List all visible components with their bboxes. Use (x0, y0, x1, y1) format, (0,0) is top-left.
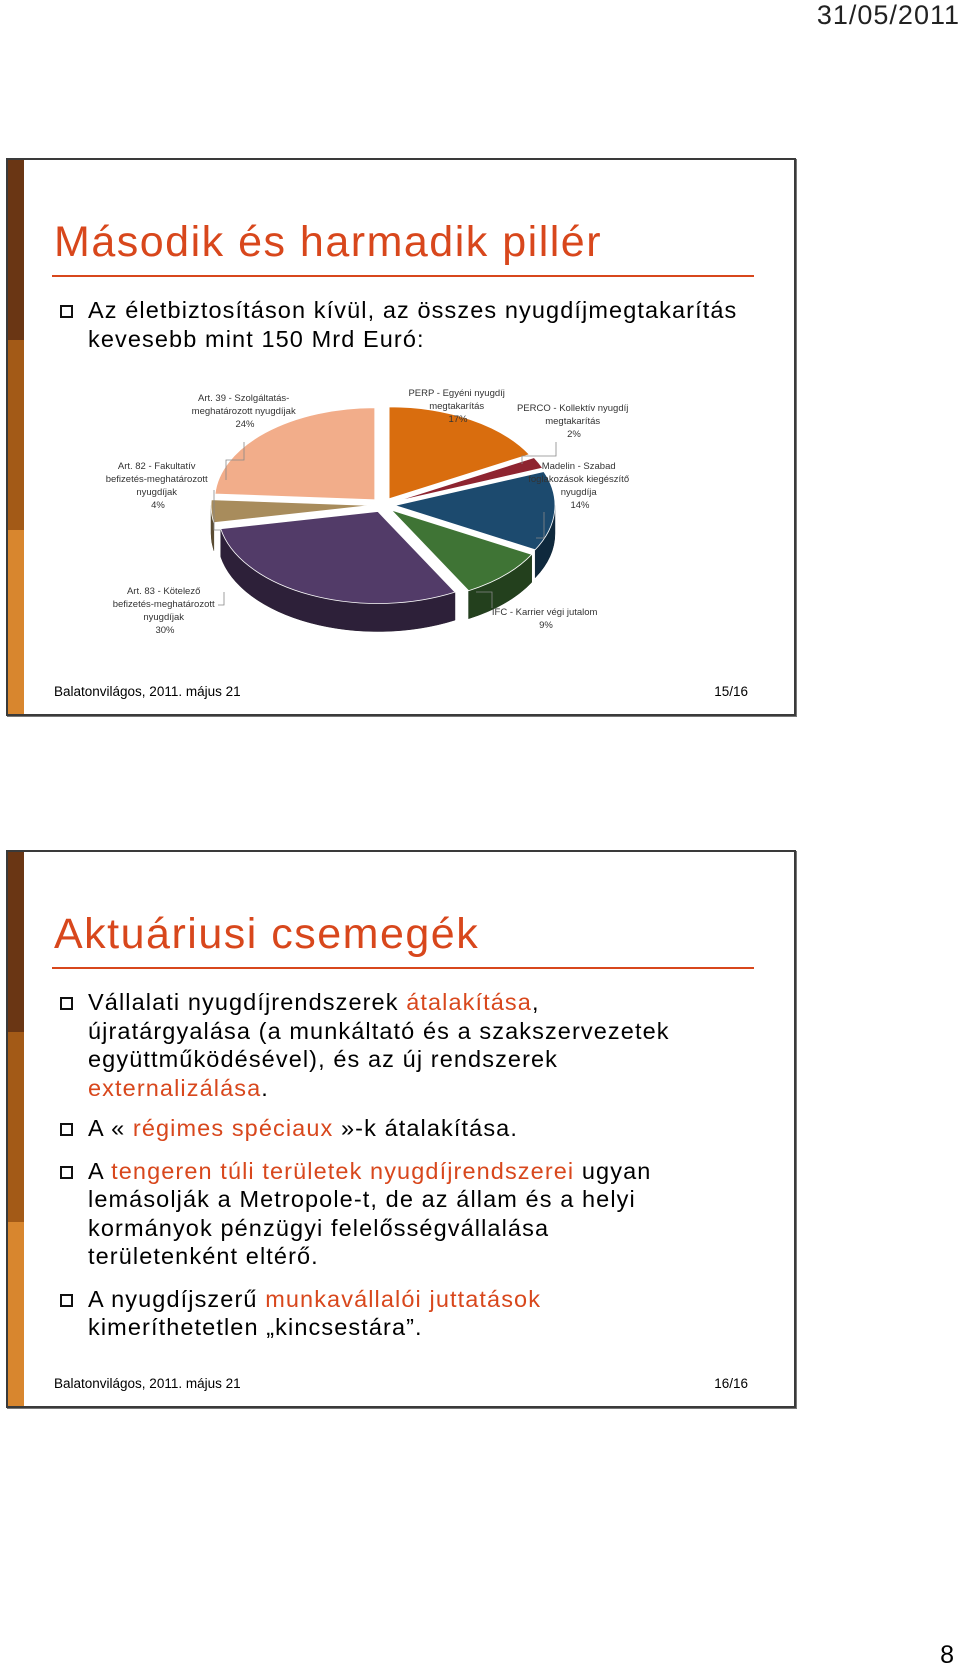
square-bullet-icon (60, 997, 73, 1010)
bullet-list (58, 988, 788, 1342)
slide-accent-bar (8, 852, 24, 1406)
slice-label-art83: Art. 83 - Kötelező befizetés-meghatározott nyugdíjak 30% (112, 586, 215, 636)
bullet-item: Vállalati nyugdíjrendszerek átalakítása, újratárgyalása (a munkáltató és a szakszervezetek együttműködésével), és az új rendszerek externalizálása. (58, 988, 788, 1102)
slide-footer: Balatonvilágos, 2011. május 21 (54, 1376, 241, 1391)
title-underline (52, 967, 754, 969)
page-number: 8 (940, 1641, 954, 1669)
square-bullet-icon (60, 1123, 73, 1136)
slide-footer: Balatonvilágos, 2011. május 21 (54, 684, 241, 699)
slide-counter: 16/16 (714, 1376, 748, 1391)
slice-label-ifc: IFC - Karrier végi jutalom 9% (491, 607, 598, 631)
bullet-item: A nyugdíjszerű munkavállalói juttatások kimeríthetetlen „kincsestára”. (58, 1285, 788, 1342)
slide-title: Második és harmadik pillér (54, 218, 603, 266)
slide-title: Aktuáriusi csemegék (54, 910, 480, 958)
slide-counter: 15/16 (714, 684, 748, 699)
square-bullet-icon (60, 1294, 73, 1307)
square-bullet-icon (60, 1166, 73, 1179)
slice-label-perp: PERP - Egyéni nyugdíj megtakarítás 17% (408, 388, 505, 425)
slice-label-art39: Art. 39 - Szolgáltatás- meghatározott nyugdíjak 24% (191, 393, 296, 430)
bullet-item: A tengeren túli területek nyugdíjrendszerei ugyan lemásolják a Metropole-t, de az állam és a helyi kormányok pénzügyi felelősségvállalása területenként eltérő. (58, 1157, 788, 1271)
slide-16 (6, 850, 796, 1408)
slice-label-perco: PERCO - Kollektív nyugdíj megtakarítás 2% (516, 403, 629, 440)
leader-line-art83 (218, 592, 224, 605)
pie-chart (8, 160, 796, 716)
page-date: 31/05/2011 (816, 0, 960, 30)
slice-label-madelin: Madelin - Szabad foglakozások kiegészítő nyugdíja 14% (528, 461, 630, 511)
slice-label-art82: Art. 82 - Fakultatív befizetés-meghatározott nyugdíjak 4% (105, 461, 208, 511)
bullet-item: A « régimes spéciaux »-k átalakítása. (58, 1114, 788, 1143)
slide-15 (6, 158, 796, 716)
bullet-item: Az életbiztosításon kívül, az összes nyugdíjmegtakarítás kevesebb mint 150 Mrd Euró: (58, 296, 748, 354)
